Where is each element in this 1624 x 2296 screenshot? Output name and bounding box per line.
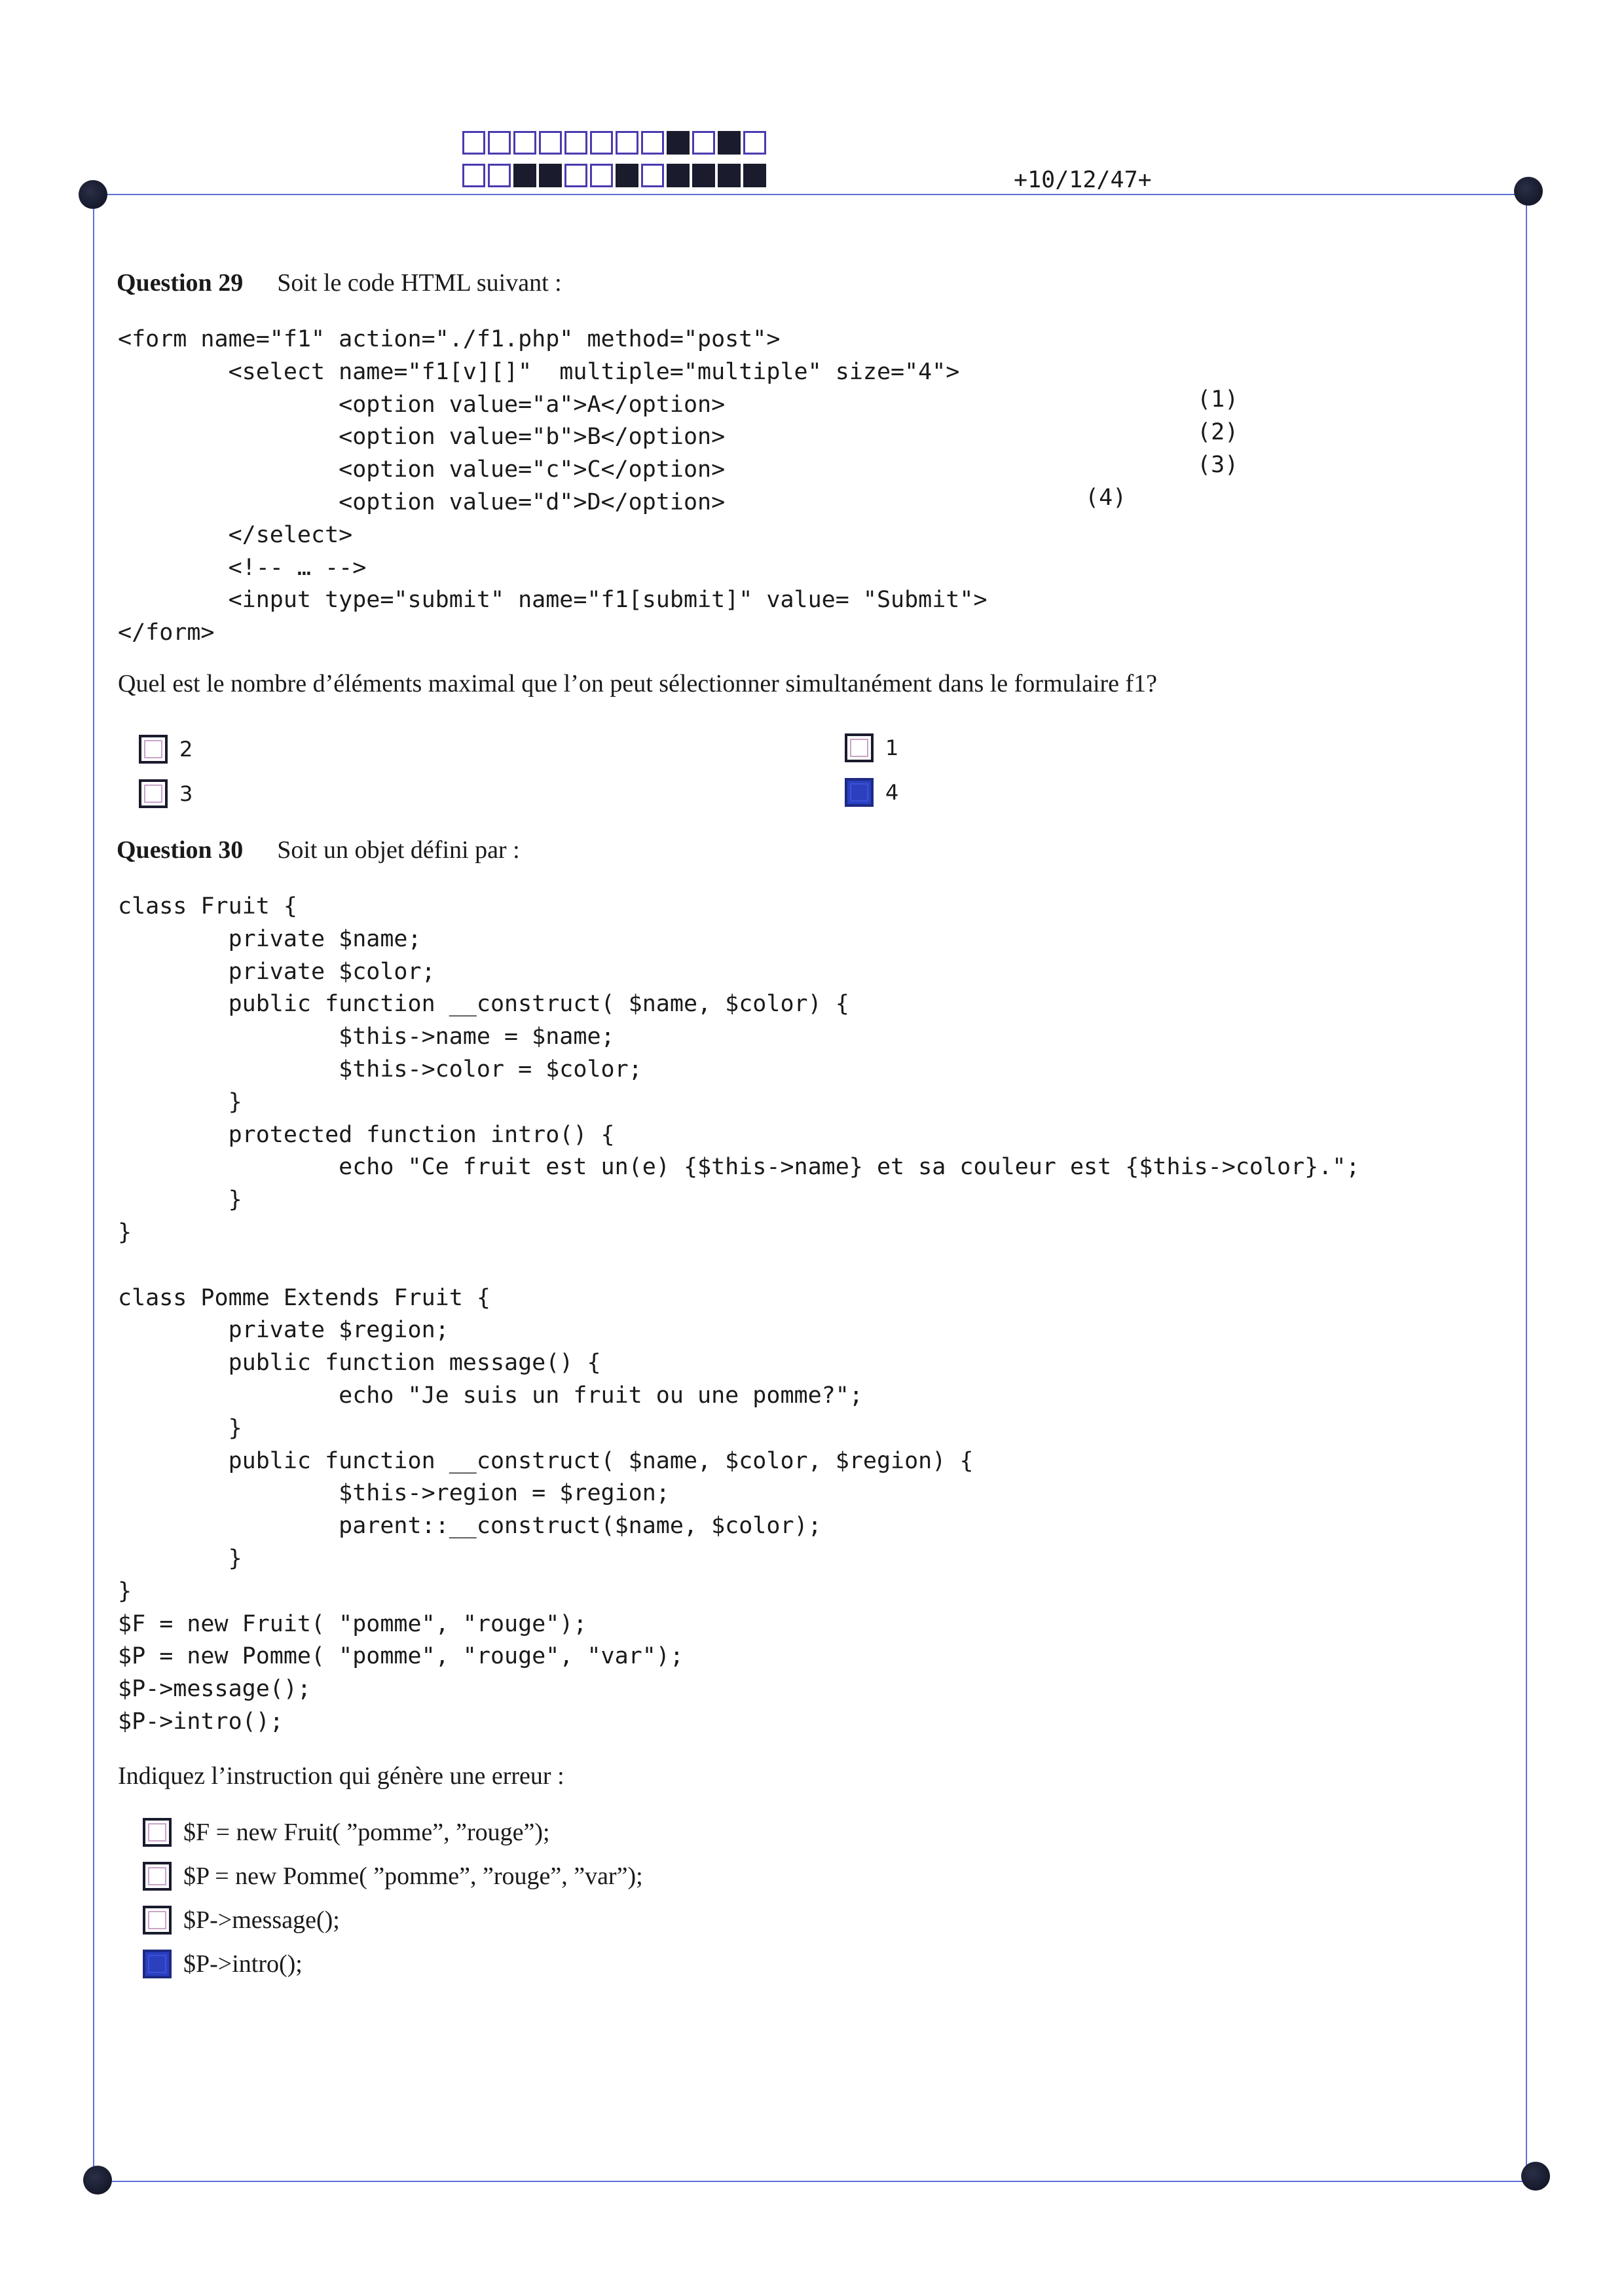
question-intro: Soit un objet défini par : [277, 836, 520, 864]
question-29-prompt: Quel est le nombre d’éléments maximal que l’on peut sélectionner simultanément dans le formulaire f1? [118, 670, 1158, 697]
id-cell [564, 131, 587, 155]
id-cell [667, 131, 690, 155]
choice-label: $P->intro(); [183, 1950, 303, 1978]
frame-right [1526, 194, 1527, 2182]
id-cell [616, 131, 638, 155]
frame-bottom [93, 2181, 1527, 2182]
id-cell [718, 164, 741, 187]
checkbox-checked[interactable] [143, 1950, 172, 1978]
id-cell [616, 164, 638, 187]
id-cell [718, 131, 741, 155]
checkbox[interactable] [143, 1862, 172, 1891]
id-code-row-2 [462, 164, 769, 187]
id-cell [462, 131, 485, 155]
question-number: Question 29 [117, 269, 244, 297]
q30-choice-c[interactable] [143, 1906, 340, 1935]
checkbox[interactable] [143, 1906, 172, 1935]
question-30-title [117, 836, 520, 864]
choice-label: 1 [885, 735, 899, 760]
choice-label: 3 [179, 781, 193, 806]
id-cell [692, 131, 715, 155]
frame-top [93, 194, 1527, 195]
checkbox[interactable] [845, 733, 874, 762]
q30-choice-a[interactable] [143, 1818, 550, 1847]
id-cell [641, 164, 664, 187]
corner-marker-top-right [1514, 177, 1543, 206]
id-cell [692, 164, 715, 187]
choice-label: 4 [885, 780, 899, 805]
id-cell [590, 131, 613, 155]
corner-marker-top-left [79, 180, 107, 209]
id-cell [743, 131, 766, 155]
choice-label: 2 [179, 737, 193, 762]
page-code: +10/12/47+ [1014, 167, 1152, 193]
id-code-row-1 [462, 131, 769, 155]
checkbox-checked[interactable] [845, 778, 874, 807]
corner-marker-bottom-right [1521, 2162, 1550, 2191]
id-cell [513, 131, 536, 155]
id-cell [667, 164, 690, 187]
code-line-number-2: (2) [1197, 419, 1239, 445]
id-cell [641, 131, 664, 155]
code-line-number-1: (1) [1197, 386, 1239, 413]
question-number: Question 30 [117, 836, 244, 864]
checkbox[interactable] [139, 779, 168, 808]
q30-choice-d[interactable] [143, 1950, 303, 1978]
id-cell [539, 164, 562, 187]
q29-choice-2[interactable] [139, 735, 193, 764]
question-intro: Soit le code HTML suivant : [277, 269, 562, 297]
question-29-code: <form name="f1" action="./f1.php" method="post"> <select name="f1[v][]" multiple="multiple" size="4"> <option value="a">A</option> <option value="b">B</option> <option value="c">C</option> <option value="d">D</option> </select> <!-- … --> <input type="submit" name="f1[submit]" value= "Submit"> </form> [118, 326, 987, 646]
choice-label: $P = new Pomme( ”pomme”, ”rouge”, ”var”); [183, 1862, 643, 1890]
id-cell [488, 164, 511, 187]
checkbox[interactable] [139, 735, 168, 764]
id-cell [488, 131, 511, 155]
code-line-number-3: (3) [1197, 452, 1239, 478]
q30-choice-b[interactable] [143, 1862, 643, 1891]
q29-choice-3[interactable] [139, 779, 193, 808]
id-cell [564, 164, 587, 187]
corner-marker-bottom-left [83, 2166, 112, 2194]
q29-choice-1[interactable] [845, 733, 898, 762]
question-30-code: class Fruit { private $name; private $color; public function __construct( $name, $color) { $this->name = $name; $this->color = $color; } protected function intro() { echo "Ce fruit est un(e) {$this->name} et sa couleur est {$this->color}."; } } class Pomme Extends Fruit { private $region; public function message() { echo "Je suis un fruit ou une pomme?"; } public function __construct( $name, $color, $region) { $this->region = $region; parent::__construct($name, $color); } } $F = new Fruit( "pomme", "rouge"); $P = new Pomme( "pomme", "rouge", "var"); $P->message(); $P->intro(); [118, 893, 1360, 1735]
choice-label: $P->message(); [183, 1906, 340, 1934]
id-cell [513, 164, 536, 187]
q29-choice-4[interactable] [845, 778, 898, 807]
question-30-prompt: Indiquez l’instruction qui génère une erreur : [118, 1762, 564, 1790]
id-cell [539, 131, 562, 155]
code-line-number-4: (4) [1085, 485, 1127, 511]
choice-label: $F = new Fruit( ”pomme”, ”rouge”); [183, 1819, 550, 1846]
frame-left [93, 194, 94, 2182]
id-cell [590, 164, 613, 187]
checkbox[interactable] [143, 1818, 172, 1847]
id-cell [462, 164, 485, 187]
question-29-title [117, 268, 562, 297]
id-cell [743, 164, 766, 187]
